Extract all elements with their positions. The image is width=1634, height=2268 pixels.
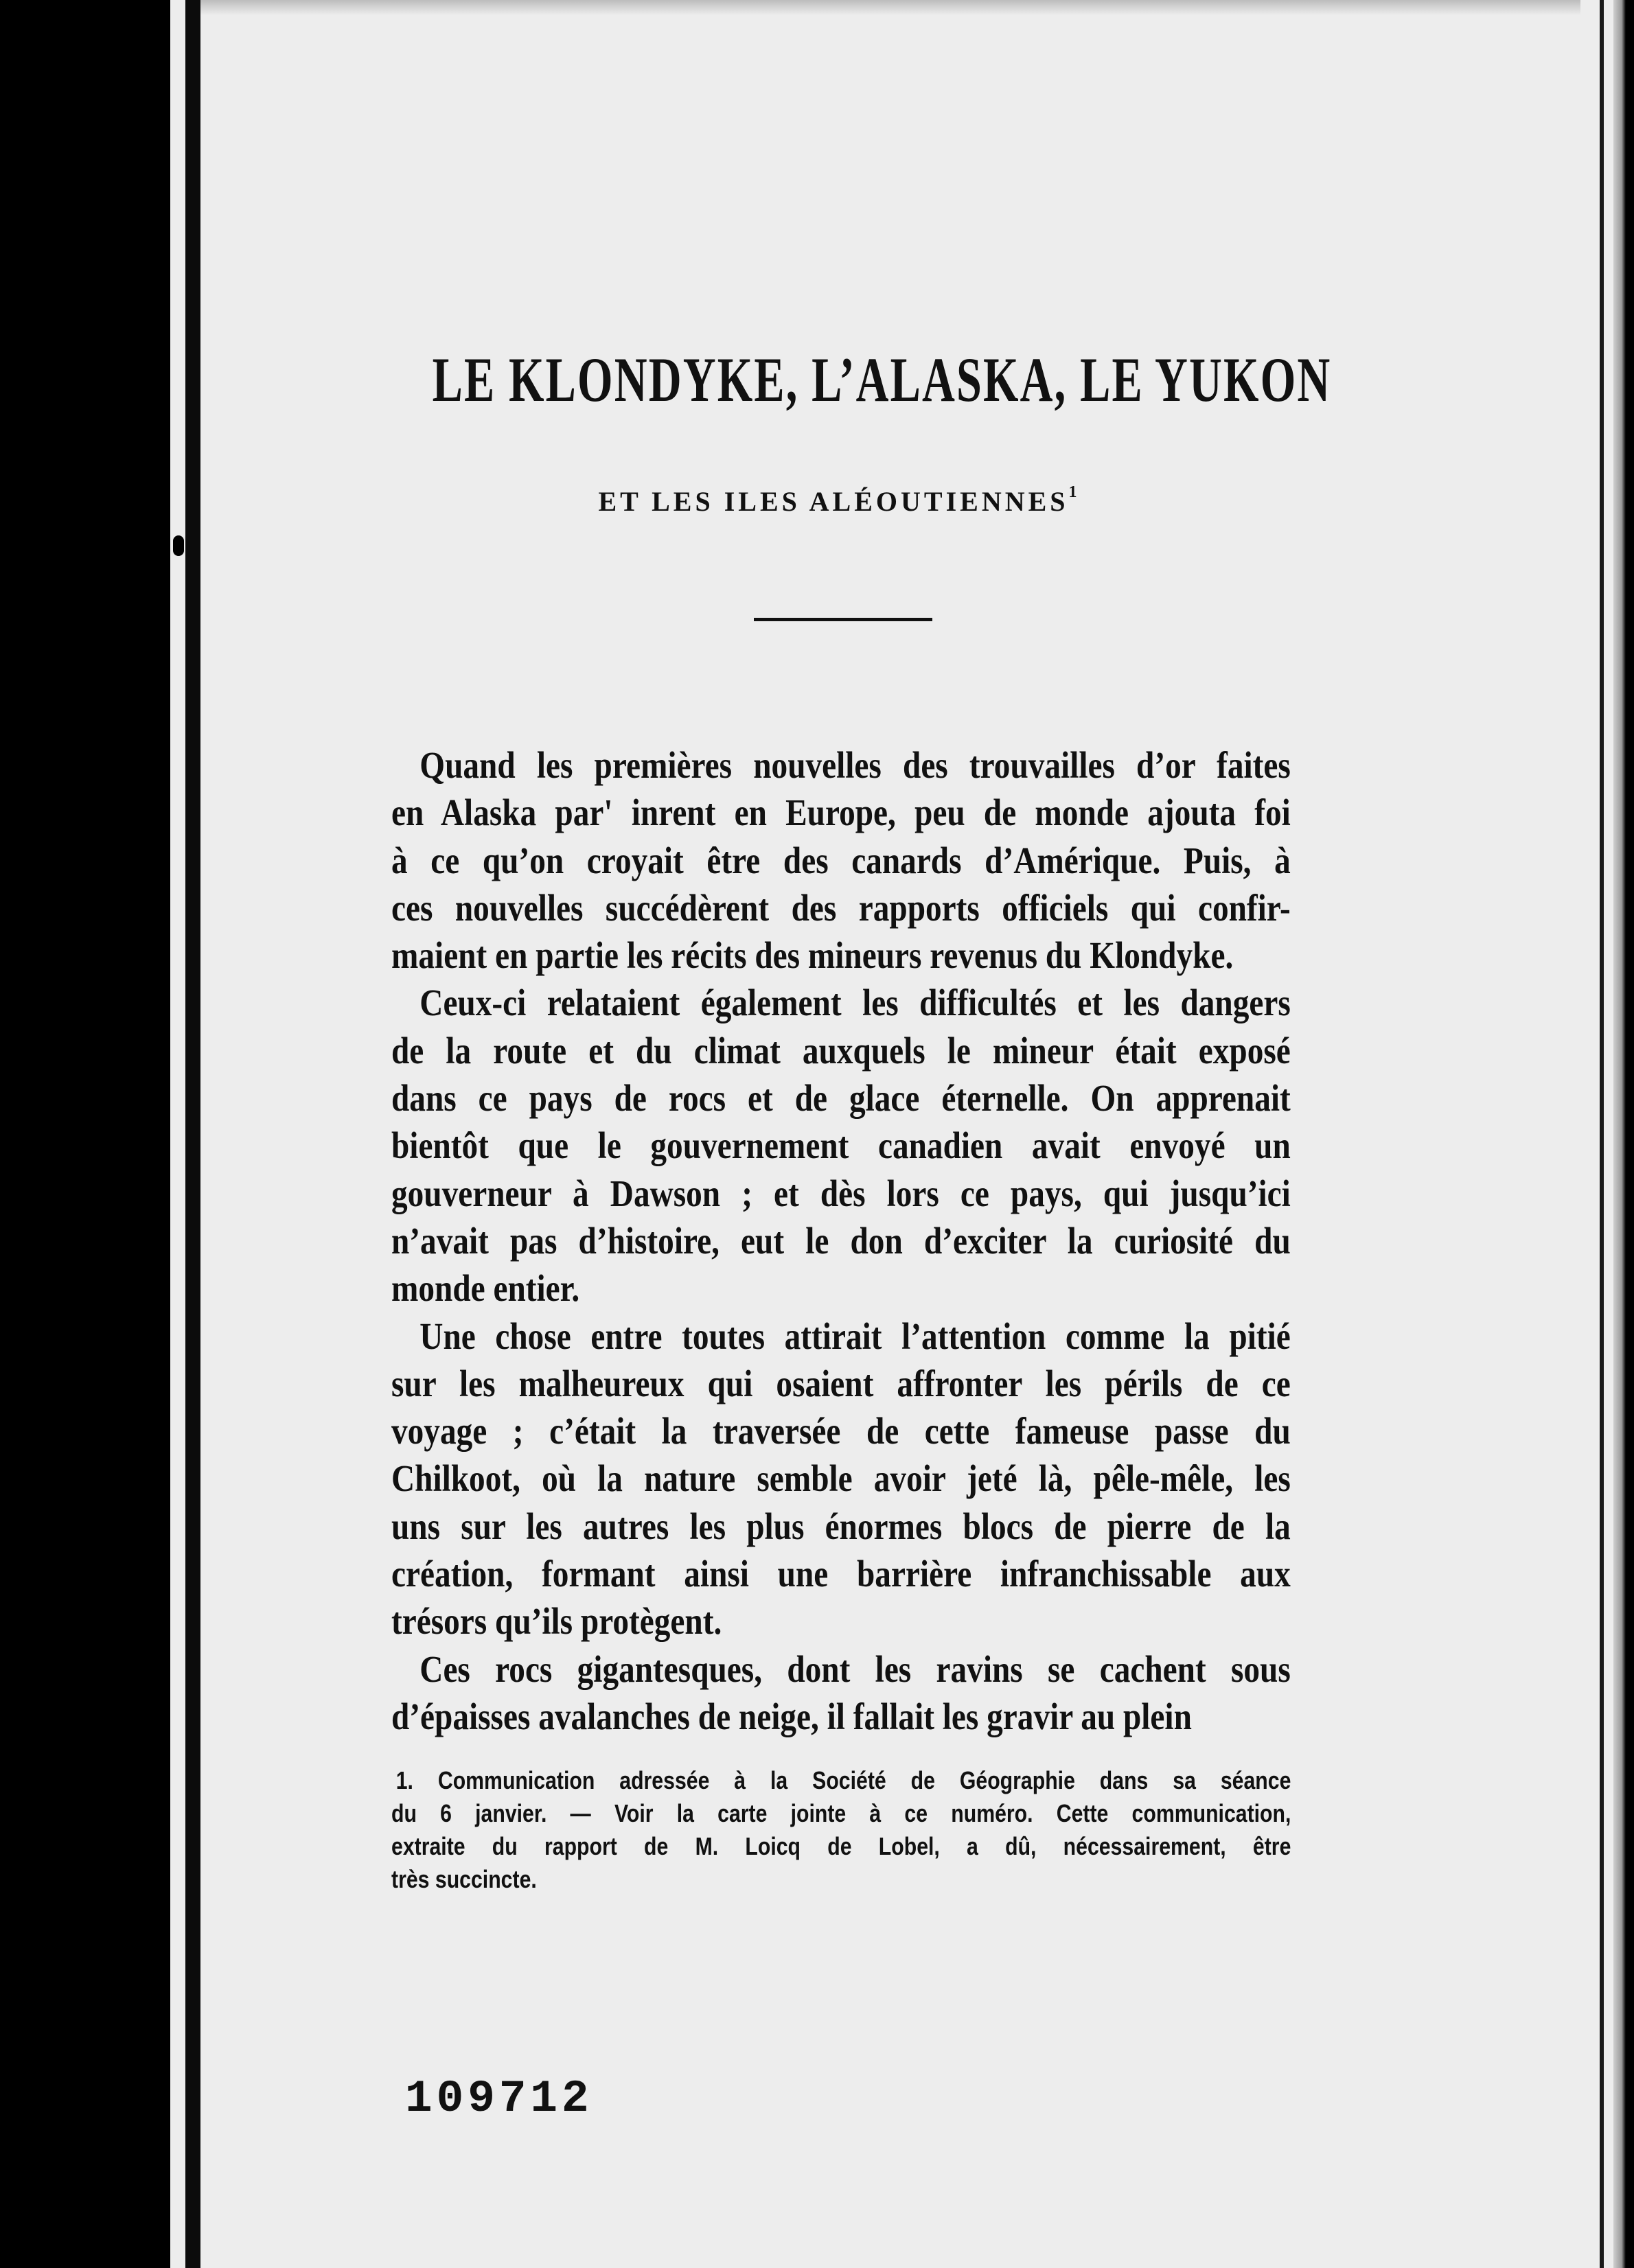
text-line: monde entier. — [391, 1267, 580, 1310]
text-line: sur les malheureux qui osaient affronter les périls de ce — [391, 1362, 1291, 1404]
footnote-line: du 6 janvier. — Voir la carte jointe à ce numéro. Cette communication, — [391, 1799, 1291, 1827]
footnote-line: 1. Communication adressée à la Société de Géographie dans sa séance — [395, 1766, 1291, 1794]
article-title: LE KLONDYKE, L’ALASKA, LE YUKON — [432, 345, 1332, 415]
article-subtitle — [275, 485, 1401, 518]
text-line: Une chose entre toutes attirait l’attention comme la pitié — [419, 1315, 1291, 1357]
text-line: bientôt que le gouvernement canadien avait envoyé un — [391, 1124, 1291, 1167]
text-line: uns sur les autres les plus énormes blocs de pierre de la — [391, 1505, 1291, 1547]
footnote-line: extraite du rapport de M. Loicq de Lobel, a dû, nécessairement, être — [391, 1832, 1291, 1860]
text-line: gouverneur à Dawson ; et dès lors ce pays, qui jusqu’ici — [391, 1172, 1291, 1214]
footnote-block — [391, 1764, 1291, 1896]
text-line: de la route et du climat auxquels le mineur était exposé — [391, 1029, 1291, 1072]
text-line: Chilkoot, où la nature semble avoir jeté là, pêle-mêle, les — [391, 1457, 1291, 1500]
binding-notch — [173, 535, 184, 556]
text-line: ces nouvelles succédèrent des rapports officiels qui confir- — [391, 886, 1291, 929]
text-line: voyage ; c’était la traversée de cette fameuse passe du — [391, 1410, 1291, 1453]
article-body — [391, 741, 1291, 1740]
shelfmark-number: 109712 — [405, 2073, 593, 2125]
footnote-line: très succincte. — [391, 1865, 537, 1893]
paragraph — [391, 979, 1291, 1312]
text-line: d’épaisses avalanches de neige, il fallait les gravir au plein — [391, 1695, 1192, 1737]
footnote — [391, 1764, 1291, 1896]
binding-edge — [185, 0, 200, 2268]
text-line: à ce qu’on croyait être des canards d’Amérique. Puis, à — [391, 839, 1291, 881]
paragraph — [391, 1312, 1291, 1645]
text-line: Ceux-ci relataient également les difficultés et les dangers — [419, 982, 1291, 1024]
text-line: maient en partie les récits des mineurs revenus du Klondyke. — [391, 934, 1234, 977]
text-line: n’avait pas d’histoire, eut le don d’exciter la curiosité du — [391, 1219, 1291, 1262]
scan-margin-left — [0, 0, 170, 2268]
right-scan-edge — [1613, 0, 1634, 2268]
footnote-marker: 1 — [1068, 483, 1077, 501]
right-page-edge-line — [1600, 0, 1604, 2268]
paragraph — [391, 1645, 1291, 1741]
text-line: en Alaska par' inrent en Europe, peu de monde ajouta foi — [391, 791, 1291, 834]
text-line: dans ce pays de rocs et de glace éternelle. On apprenait — [391, 1077, 1291, 1120]
text-line: trésors qu’ils protègent. — [391, 1600, 722, 1643]
title-rule — [754, 618, 932, 621]
paragraph — [391, 741, 1291, 979]
subtitle-text: ET LES ILES ALÉOUTIENNES — [598, 486, 1069, 517]
text-line: Quand les premières nouvelles des trouvailles d’or faites — [419, 744, 1291, 786]
top-shadow — [200, 0, 1580, 15]
text-line: Ces rocs gigantesques, dont les ravins se cachent sous — [419, 1647, 1291, 1690]
text-line: création, formant ainsi une barrière infranchissable aux — [391, 1553, 1291, 1595]
